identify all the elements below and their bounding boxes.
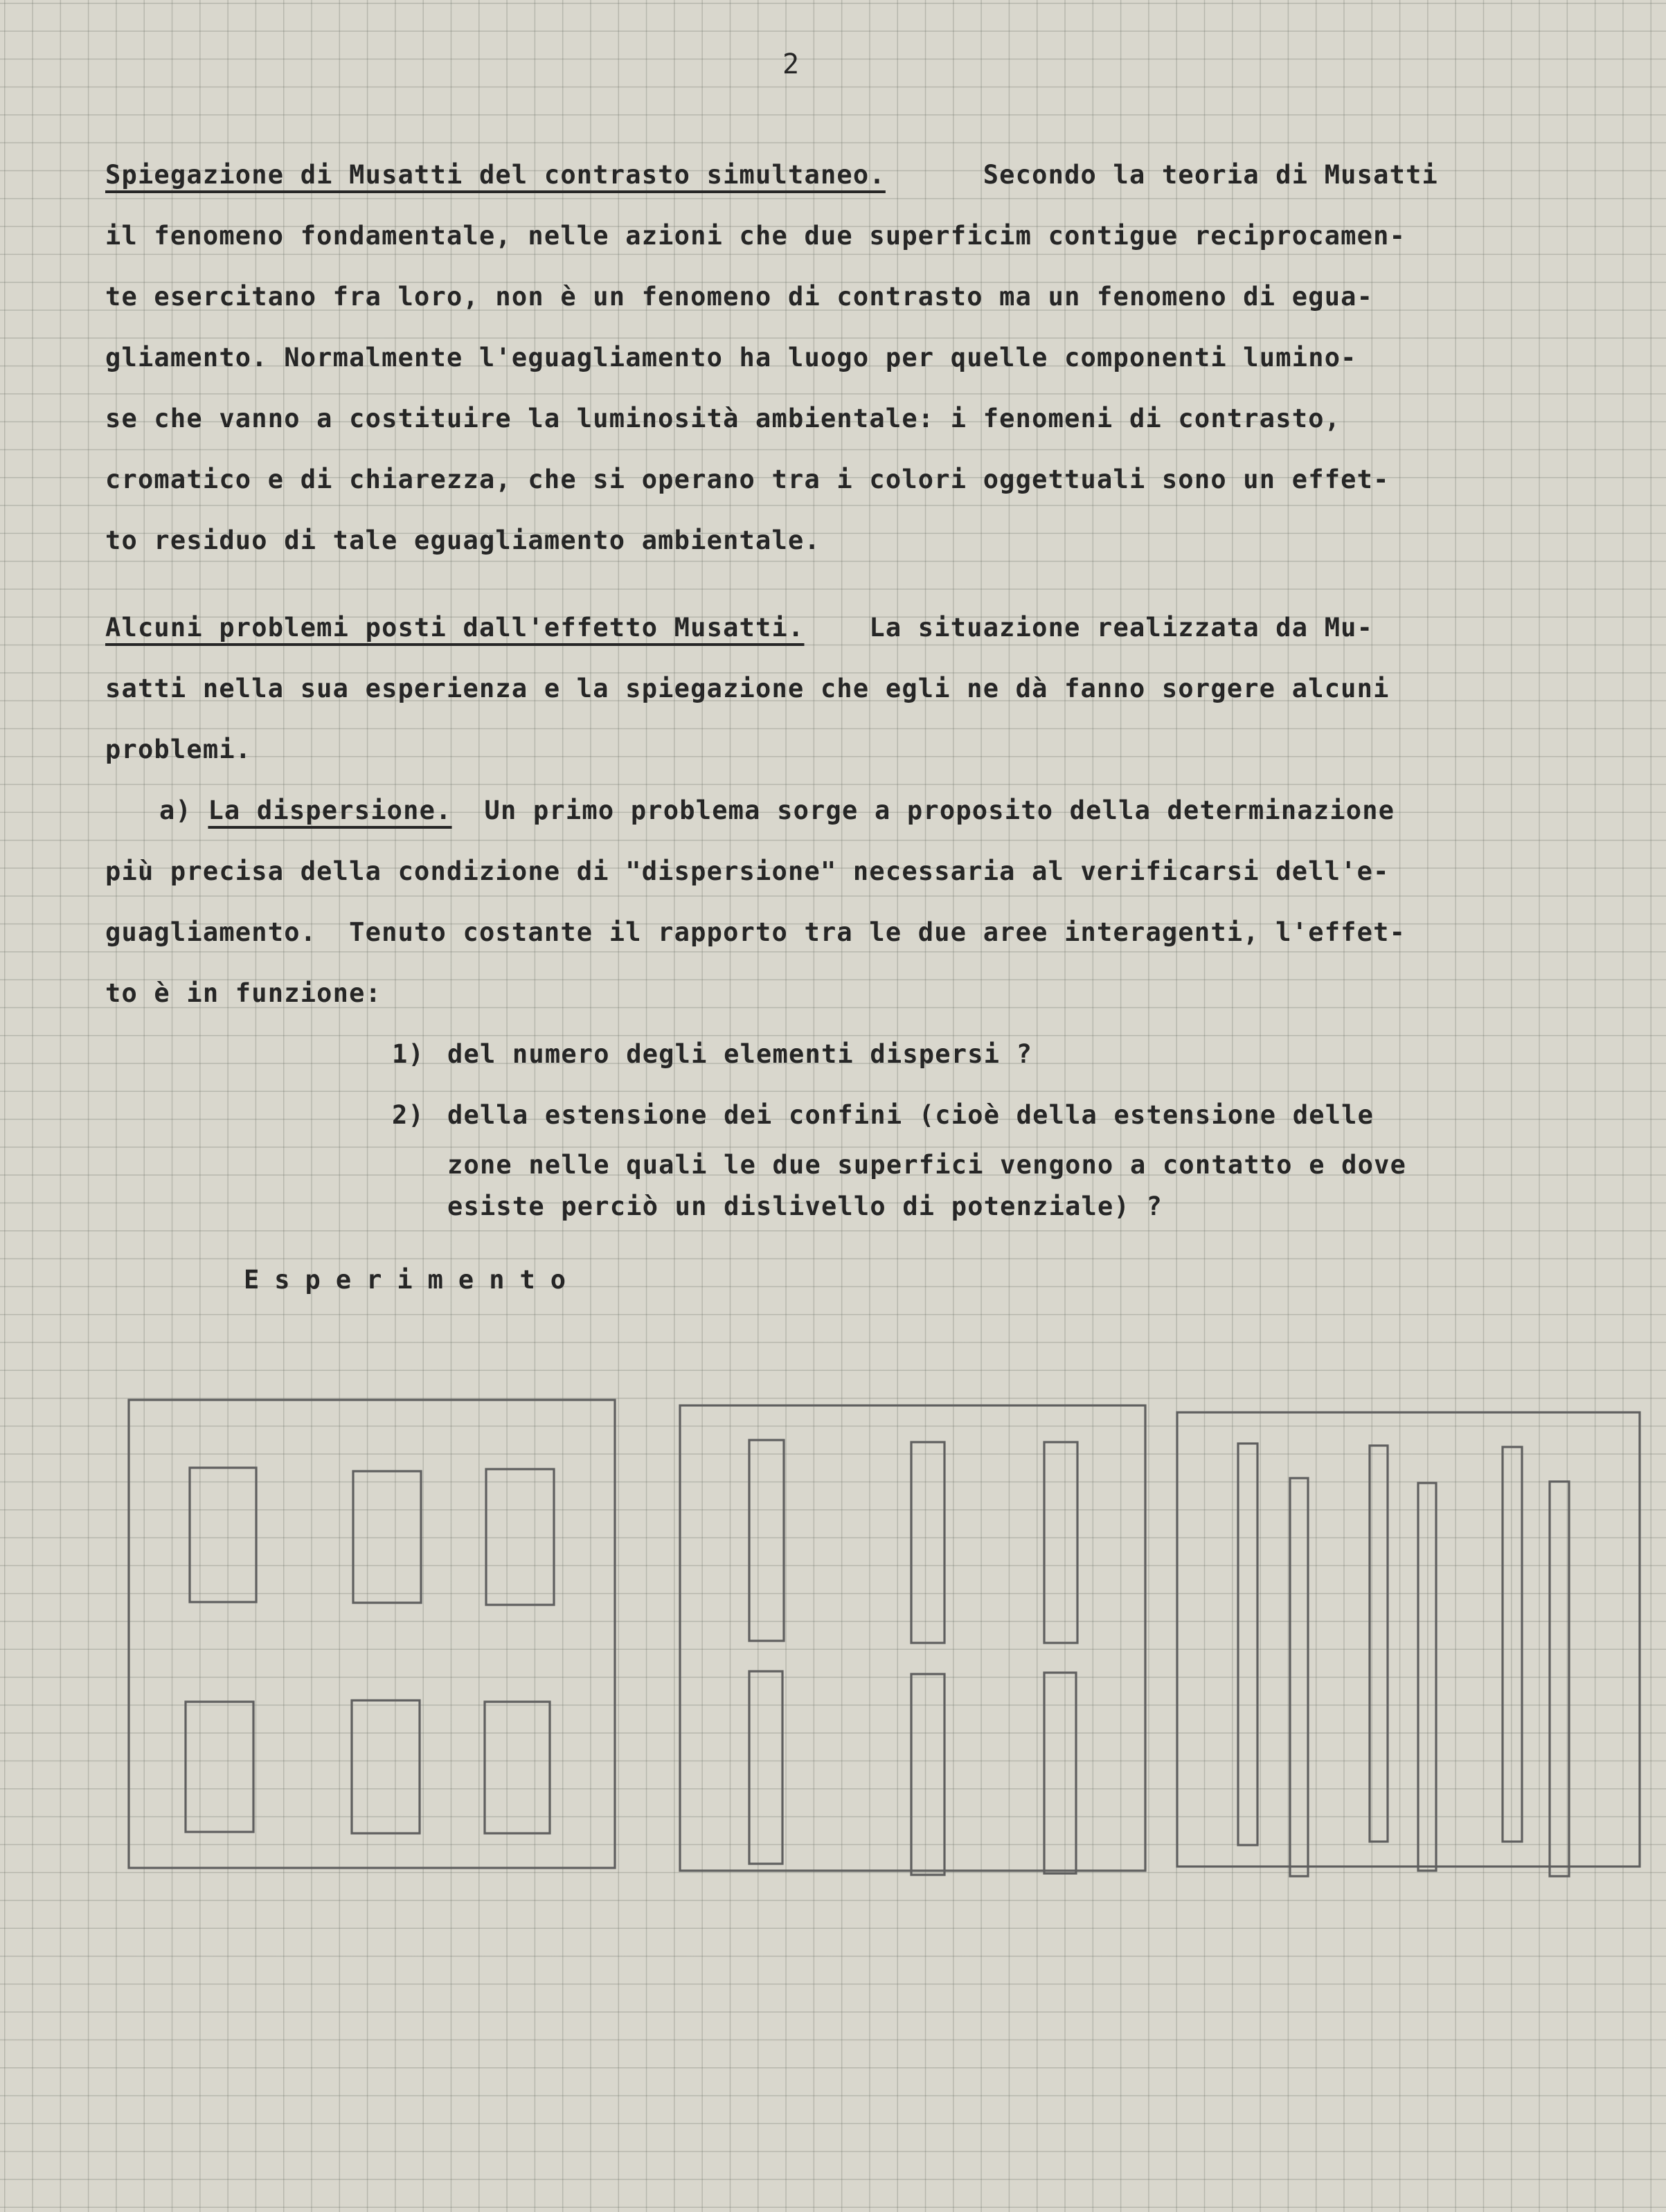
bar-patch [749,1440,784,1641]
section1-line: te esercitano fra loro, non è un fenomeno di contrasto ma un fenomeno di egua- [105,282,1374,312]
section1-line: to residuo di tale eguagliamento ambientale. [105,525,821,555]
figure-squares-panel [129,1400,615,1868]
subsection-a-line: to è in funzione: [105,978,382,1008]
square-patch [353,1471,421,1603]
square-patch [190,1468,256,1602]
stripe-patch [1370,1446,1388,1842]
question-number: 1) [392,1039,424,1069]
bar-patch [749,1671,782,1864]
subsection-a-line: più precisa della condizione di "dispersione" necessaria al verificarsi dell'e- [105,856,1390,886]
section1-line: se che vanno a costituire la luminosità ambientale: i fenomeni di contrasto, [105,404,1341,433]
section1-line: cromatico e di chiarezza, che si operano tra i colori oggettuali sono un effet- [105,465,1390,494]
question-text: della estensione dei confini (cioè della estensione delle [447,1100,1374,1130]
section2-heading: Alcuni problemi posti dall'effetto Musatti. [105,613,805,642]
subsection-a-line: guagliamento. Tenuto costante il rapporto tra le due aree interagenti, l'effet- [105,917,1406,947]
subsection-a-heading: La dispersione. [208,795,452,825]
experiment-label: Esperimento [244,1265,582,1295]
section2-line: satti nella sua esperienza e la spiegazione che egli ne dà fanno sorgere alcuni [105,674,1390,703]
section1-heading: Spiegazione di Musatti del contrasto simultaneo. [105,160,886,190]
square-patch [352,1700,420,1833]
question-text: del numero degli elementi dispersi ? [447,1039,1033,1069]
stripe-patch [1418,1483,1436,1871]
square-patch [186,1702,253,1832]
section1-line: il fenomeno fondamentale, nelle azioni che due superficim contigue reciprocamen- [105,221,1406,251]
figure-bars-panel [680,1405,1145,1875]
stripe-patch [1503,1447,1522,1842]
figure-stripes-panel [1177,1412,1640,1876]
bar-patch [911,1442,944,1643]
stripe-patch [1238,1444,1257,1845]
section2-line1-rest: La situazione realizzata da Mu- [869,613,1374,642]
section1-line1-rest: Secondo la teoria di Musatti [983,160,1439,190]
square-patch [485,1702,550,1833]
square-patch [486,1469,554,1605]
bar-patch [1044,1673,1076,1873]
page-number: 2 [782,48,800,80]
subsection-a-line1-rest: Un primo problema sorge a proposito della determinazione [484,795,1395,825]
question-text: zone nelle quali le due superfici vengono a contatto e dove [447,1150,1407,1180]
section1-line: gliamento. Normalmente l'eguagliamento ha luogo per quelle componenti lumino- [105,343,1357,372]
panel-frame [1177,1412,1640,1867]
question-number: 2) [392,1100,424,1130]
stripe-patch [1290,1478,1308,1876]
section2-line: problemi. [105,735,252,764]
question-text: esiste perciò un dislivello di potenziale) ? [447,1192,1163,1221]
stripe-patch [1550,1482,1569,1876]
subsection-a-marker: a) [159,795,192,825]
bar-patch [1044,1442,1077,1643]
bar-patch [911,1674,944,1875]
